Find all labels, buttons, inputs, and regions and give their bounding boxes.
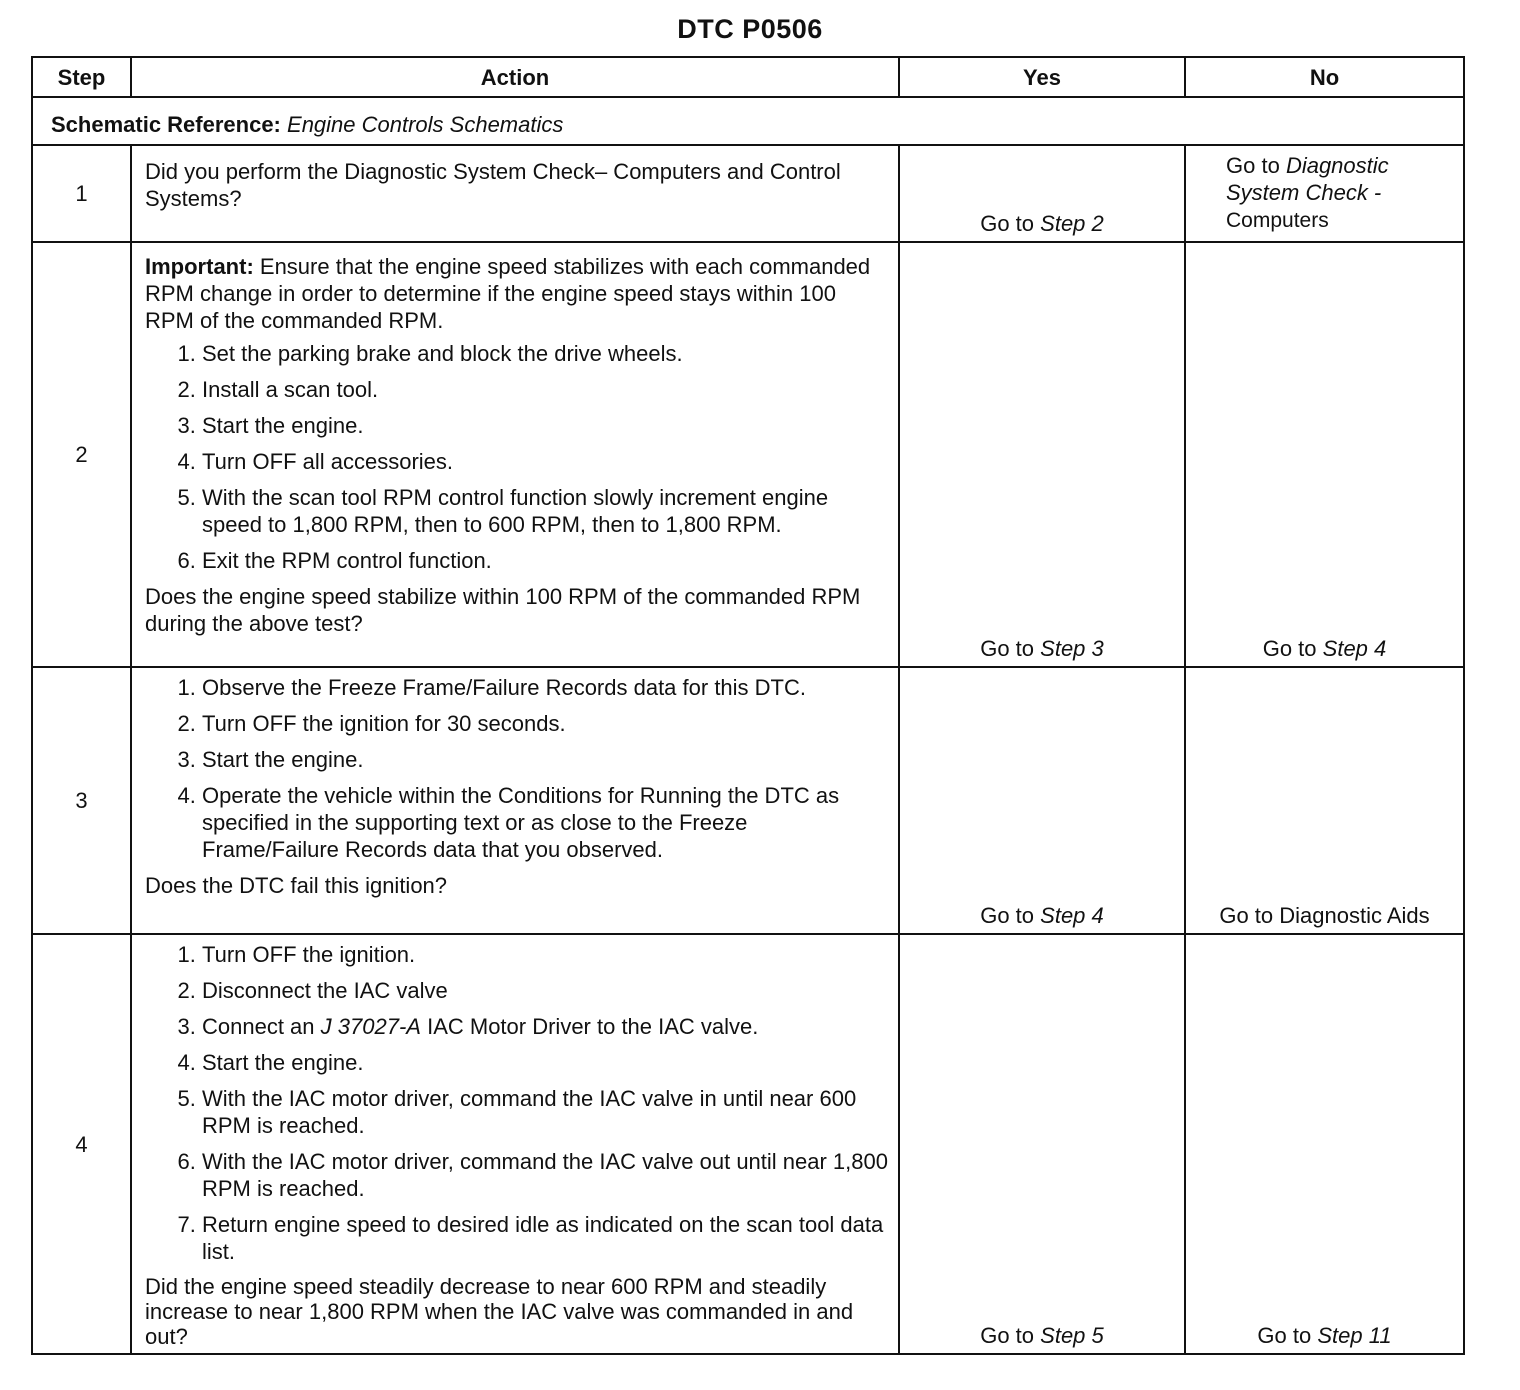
schematic-row xyxy=(32,97,1464,145)
table-row xyxy=(32,145,1464,242)
no-cell xyxy=(1185,145,1464,242)
list-item: 6. Exit the RPM control function. xyxy=(202,547,888,574)
yes-action[interactable]: Go to Step 3 xyxy=(980,636,1104,661)
schematic-link[interactable]: Engine Controls Schematics xyxy=(287,111,564,137)
step-question: Does the DTC fail this ignition? xyxy=(145,873,448,898)
important-note: Important: Ensure that the engine speed stabilizes with each commanded RPM change in order to determine if the engine speed stays within 100 RPM of the commanded RPM. xyxy=(145,254,871,333)
list-item: 3. Start the engine. xyxy=(202,746,888,773)
no-action[interactable]: Go to Diagnostic System Check - Computers xyxy=(1226,153,1389,232)
yes-cell xyxy=(899,145,1185,242)
list-item: 3. Connect an J 37027-A IAC Motor Driver to the IAC valve. xyxy=(202,1013,888,1040)
action-cell xyxy=(131,242,899,667)
list-item: 2. Install a scan tool. xyxy=(202,376,888,403)
table-row xyxy=(32,667,1464,934)
step-number: 1 xyxy=(32,145,131,242)
no-cell xyxy=(1185,667,1464,934)
no-action[interactable]: Go to Step 11 xyxy=(1257,1323,1392,1348)
procedure-list xyxy=(145,674,888,863)
step-number: 4 xyxy=(32,934,131,1354)
no-action[interactable]: Go to Diagnostic Aids xyxy=(1219,903,1430,928)
table-row xyxy=(32,242,1464,667)
schematic-reference xyxy=(32,97,1464,145)
list-item: 1. Turn OFF the ignition. xyxy=(202,941,888,968)
yes-cell xyxy=(899,934,1185,1354)
list-item: 2. Disconnect the IAC valve xyxy=(202,977,888,1004)
list-item: 4. Start the engine. xyxy=(202,1049,888,1076)
list-item: 4. Operate the vehicle within the Conditions for Running the DTC as specified in the supporting text or as close to the Freeze Frame/Failure Records data that you observed. xyxy=(202,782,888,863)
yes-cell xyxy=(899,667,1185,934)
action-cell xyxy=(131,145,899,242)
table-row xyxy=(32,934,1464,1354)
action-cell xyxy=(131,934,899,1354)
procedure-list xyxy=(145,340,888,574)
list-item: 6. With the IAC motor driver, command the IAC valve out until near 1,800 RPM is reached. xyxy=(202,1148,888,1202)
header-yes: Yes xyxy=(899,57,1185,97)
header-action: Action xyxy=(131,57,899,97)
no-cell xyxy=(1185,242,1464,667)
step-question: Did the engine speed steadily decrease to near 600 RPM and steadily increase to near 1,800 RPM when the IAC valve was commanded in and out? xyxy=(145,1274,854,1349)
table-header-row xyxy=(32,57,1464,97)
yes-action[interactable]: Go to Step 2 xyxy=(980,211,1104,236)
list-item: 5. With the scan tool RPM control function slowly increment engine speed to 1,800 RPM, then to 600 RPM, then to 1,800 RPM. xyxy=(202,484,888,538)
page-title: DTC P0506 xyxy=(677,14,823,44)
step-number: 2 xyxy=(32,242,131,667)
schematic-label: Schematic Reference: xyxy=(51,111,281,137)
no-cell xyxy=(1185,934,1464,1354)
list-item: 4. Turn OFF all accessories. xyxy=(202,448,888,475)
step-question: Does the engine speed stabilize within 100 RPM of the commanded RPM during the above test? xyxy=(145,584,861,636)
step-question: Did you perform the Diagnostic System Check– Computers and Control Systems? xyxy=(145,159,841,211)
list-item: 3. Start the engine. xyxy=(202,412,888,439)
list-item: 5. With the IAC motor driver, command the IAC valve in until near 600 RPM is reached. xyxy=(202,1085,888,1139)
step-number: 3 xyxy=(32,667,131,934)
procedure-list xyxy=(145,941,888,1265)
diagnostic-table xyxy=(31,56,1465,1355)
list-item: 7. Return engine speed to desired idle as indicated on the scan tool data list. xyxy=(202,1211,888,1265)
yes-cell xyxy=(899,242,1185,667)
header-no: No xyxy=(1185,57,1464,97)
yes-action[interactable]: Go to Step 5 xyxy=(980,1323,1104,1348)
tool-reference: J 37027-A xyxy=(320,1014,421,1039)
action-cell xyxy=(131,667,899,934)
header-step: Step xyxy=(32,57,131,97)
no-action[interactable]: Go to Step 4 xyxy=(1262,636,1387,661)
list-item: 1. Set the parking brake and block the drive wheels. xyxy=(202,340,888,367)
list-item: 2. Turn OFF the ignition for 30 seconds. xyxy=(202,710,888,737)
list-item: 1. Observe the Freeze Frame/Failure Records data for this DTC. xyxy=(202,674,888,701)
yes-action[interactable]: Go to Step 4 xyxy=(980,903,1104,928)
